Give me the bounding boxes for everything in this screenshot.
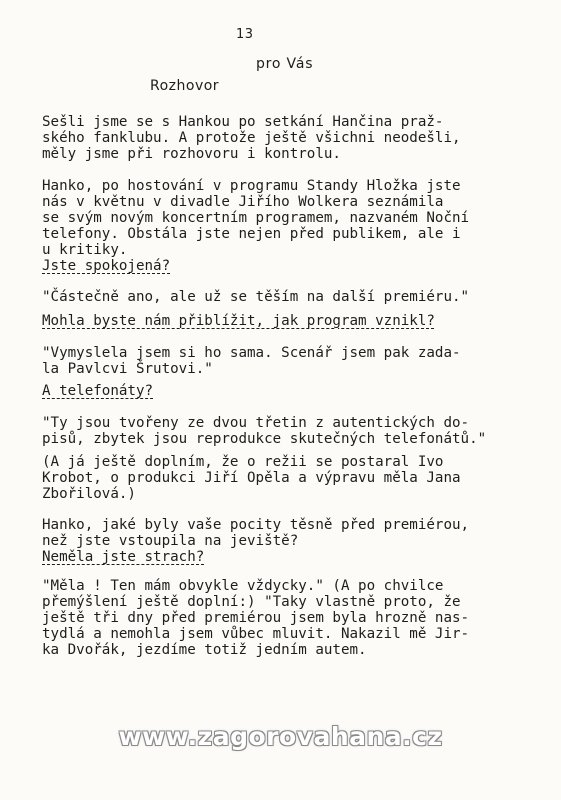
website-watermark: www.zagorovahana.cz xyxy=(118,722,443,751)
question-phone-calls: A telefonáty? xyxy=(42,383,154,399)
question-satisfied: Jste spokojená? xyxy=(42,258,171,274)
article-title: Rozhovor xyxy=(150,78,220,94)
paragraph-question-context-2: Hanko, jaké byly vaše pocity těsně před premiérou, než jste vstoupila na jeviště? xyxy=(42,517,470,549)
answer-phone-calls: "Ty jsou tvořeny ze dvou třetin z autentických do- pisů, zbytek jsou reprodukce skutečných telefonátů." xyxy=(42,415,487,447)
question-stage-fright: Neměla jste strach? xyxy=(42,549,205,565)
answer-stage-fright: "Měla ! Ten mám obvykle vždycky." (A po chvilce přemýšlení ještě doplní:) "Taky vlastně proto, že ještě tři dny před premiérou jsem byla hrozně nas- tydlá a nemohla jsem vůbec mluvit. Nakazil mě Jir- ka Dvořák, jezdíme totiž jedním autem. xyxy=(42,578,470,658)
answer-program-origin: "Vymyslela jsem si ho sama. Scenář jsem pak zada- la Pavlcvi Šrutovi." xyxy=(42,345,461,377)
answer-satisfied: "Částečně ano, ale už se těším na další premiéru." xyxy=(42,289,470,305)
question-program-origin: Mohla byste nám přiblížit, jak program vznikl? xyxy=(42,313,435,329)
editor-note: (A já ještě doplním, že o režii se postaral Ivo Krobot, o produkci Jiří Opěla a výpravu měla Jana Zbořilová.) xyxy=(42,454,461,502)
section-label: pro Vás xyxy=(256,56,314,72)
intro-paragraph: Sešli jsme se s Hankou po setkání Hančina praž- ského fanklubu. A protože ještě všichni neodešli, měly jsme při rozhovoru i kontrolu. xyxy=(42,114,461,162)
page-number: 13 xyxy=(236,27,254,42)
paragraph-question-context-1: Hanko, po hostování v programu Standy Hložka jste nás v květnu v divadle Jiřího Wolkera seznámila se svým novým koncertním programem, nazvaném Noční telefony. Obstála jste nejen před publikem, ale i u kritiky. xyxy=(42,178,470,258)
